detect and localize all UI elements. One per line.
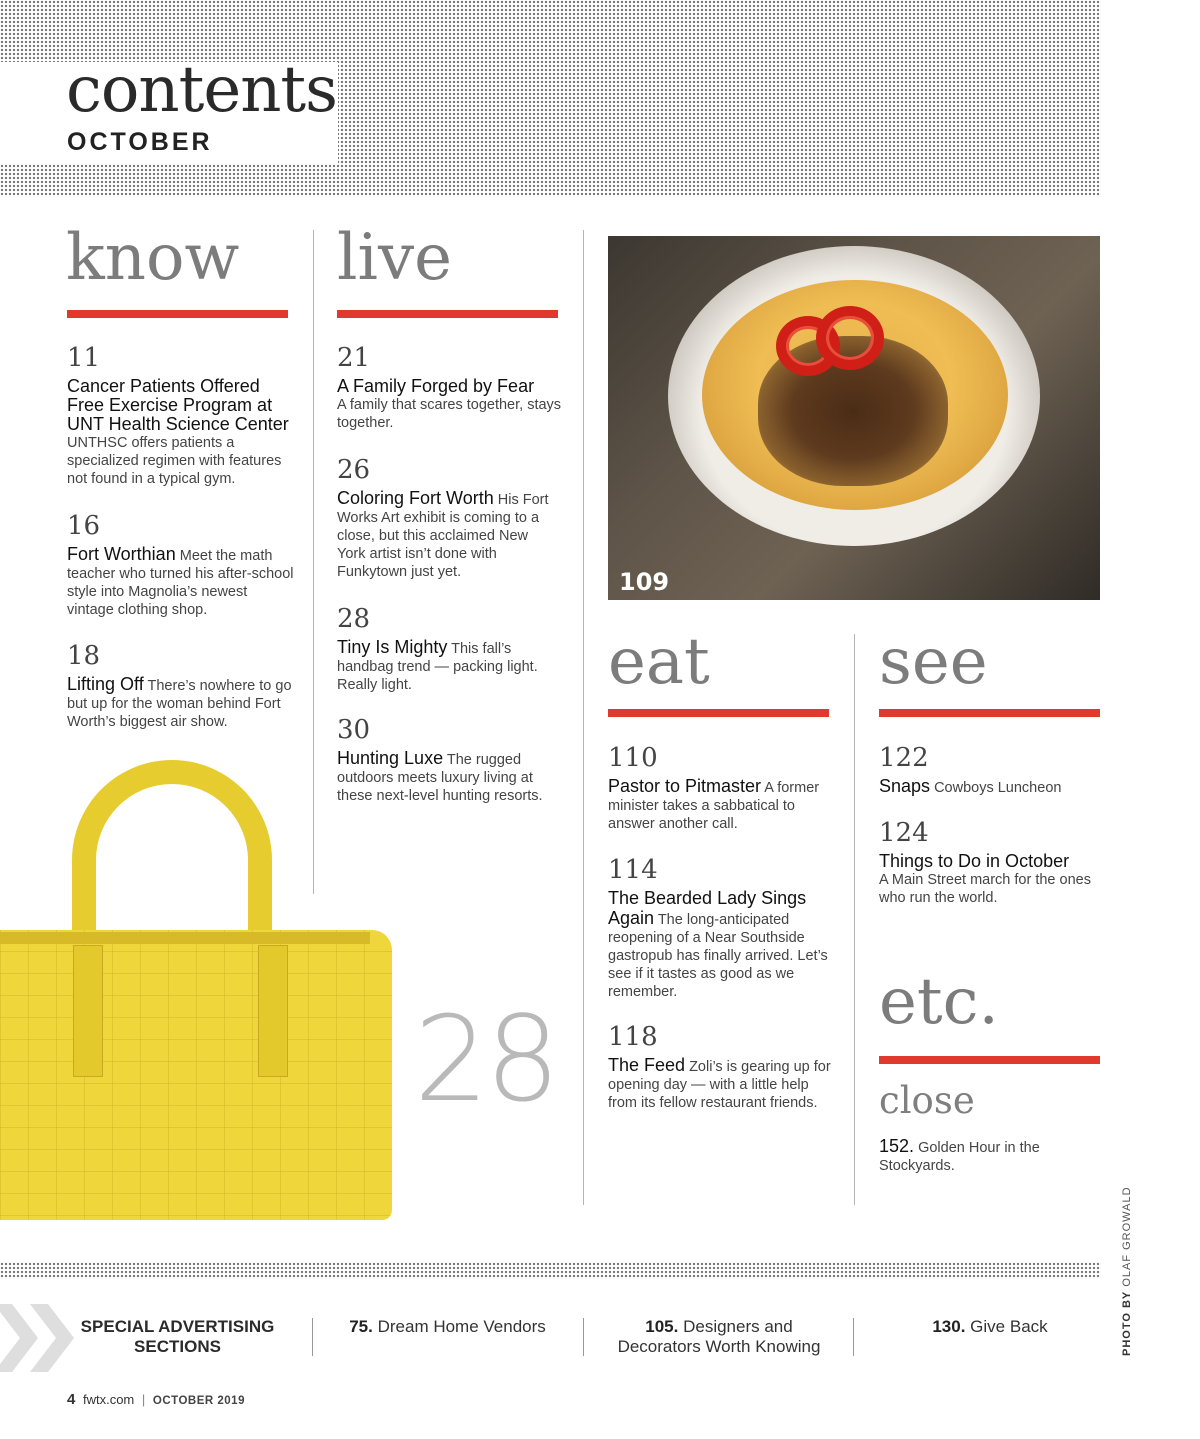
blurb: Cowboys Luncheon	[934, 780, 1062, 796]
toc-item-know-18[interactable]	[67, 643, 297, 731]
section-heading-etc: etc.	[879, 965, 999, 1039]
headline: The Bearded Lady Sings Again	[608, 888, 807, 928]
page-number: 122	[879, 743, 929, 773]
pepper-slice	[816, 306, 884, 370]
page-number: 26	[337, 455, 371, 485]
toc-item-eat-110[interactable]	[608, 745, 828, 833]
headline: Lifting Off	[67, 674, 144, 694]
footer-separator: |	[141, 1392, 146, 1407]
page-title: contents	[66, 53, 337, 127]
headline: Snaps	[879, 776, 931, 796]
ad-divider	[853, 1318, 854, 1356]
headline: Things to Do in October	[879, 851, 1070, 871]
ad-page: 105.	[645, 1317, 679, 1336]
handbag-page-label: 28	[414, 990, 557, 1128]
ad-page: 130.	[932, 1317, 966, 1336]
blurb: The long-anticipated reopening of a Near Southside gastropub has finally arrived. Let’s see if it tastes as good as we remember.	[608, 912, 828, 1000]
blurb: UNTHSC offers patients a specialized regimen with features not found in a typical gym.	[67, 435, 282, 487]
blurb: Zoli’s is gearing up for opening day — with a little help from its fellow restaurant friends.	[608, 1059, 831, 1111]
live-red-bar	[337, 310, 558, 318]
advertising-halftone-band	[0, 1262, 1101, 1279]
footer-page-number: 4	[67, 1391, 76, 1408]
handbag-zipper	[0, 932, 370, 944]
credit-name: OLAF GROWALD	[1121, 1186, 1133, 1287]
advertising-title: SPECIAL ADVERTISING SECTIONS	[80, 1317, 275, 1356]
issue-month: OCTOBER	[67, 128, 213, 156]
handbag-strap-tab	[73, 945, 103, 1077]
etc-red-bar	[879, 1056, 1100, 1064]
blurb: This fall’s handbag trend — packing light. Really light.	[337, 641, 538, 693]
see-red-bar	[879, 709, 1100, 717]
yellow-handbag-image[interactable]	[0, 930, 392, 1220]
ad-divider	[312, 1318, 313, 1356]
toc-item-close-152[interactable]	[879, 1137, 1079, 1175]
headline: The Feed	[608, 1055, 686, 1075]
blurb: His Fort Works Art exhibit is coming to a close, but this acclaimed New York artist isn’t done with Funkytown just yet.	[337, 492, 549, 580]
ad-label: Dream Home Vendors	[377, 1317, 546, 1336]
page-number: 21	[337, 343, 371, 373]
page-footer	[67, 1391, 245, 1410]
photo-credit	[1121, 1186, 1133, 1356]
eat-red-bar	[608, 709, 829, 717]
headline: Pastor to Pitmaster	[608, 776, 762, 796]
toc-item-know-11[interactable]	[67, 345, 297, 488]
know-red-bar	[67, 310, 288, 318]
ad-item-105[interactable]	[606, 1317, 832, 1357]
section-heading-see: see	[879, 625, 988, 699]
toc-item-see-124[interactable]	[879, 820, 1099, 907]
photo-page-label: 109	[619, 568, 670, 596]
toc-item-eat-118[interactable]	[608, 1024, 833, 1112]
mac-and-cheese-photo[interactable]	[608, 236, 1100, 600]
page-number: 152.	[879, 1136, 915, 1156]
column-divider	[854, 634, 855, 1205]
ad-page: 75.	[349, 1317, 373, 1336]
section-heading-eat: eat	[608, 625, 710, 699]
toc-item-live-21[interactable]	[337, 345, 567, 432]
toc-item-live-28[interactable]	[337, 606, 552, 694]
ad-label: Give Back	[970, 1317, 1048, 1336]
page-number: 28	[337, 604, 371, 634]
handbag-strap-tab	[258, 945, 288, 1077]
ad-label: Designers and Decorators Worth Knowing	[617, 1317, 821, 1356]
toc-item-live-26[interactable]	[337, 457, 552, 581]
column-divider	[313, 230, 314, 894]
page-number: 18	[67, 641, 101, 671]
blurb: Meet the math teacher who turned his after-school style into Magnolia’s newest vintage clothing shop.	[67, 548, 294, 618]
headline: Tiny Is Mighty	[337, 637, 448, 657]
blurb: Golden Hour in the Stockyards.	[879, 1140, 1040, 1174]
section-heading-know: know	[66, 221, 240, 295]
headline: Fort Worthian	[67, 544, 176, 564]
headline: A Family Forged by Fear	[337, 376, 535, 396]
column-divider	[583, 230, 584, 1205]
page-number: 30	[337, 715, 371, 745]
toc-item-see-122[interactable]	[879, 745, 1099, 797]
headline: Coloring Fort Worth	[337, 488, 494, 508]
headline: Cancer Patients Offered Free Exercise Program at UNT Health Science Center	[67, 376, 289, 434]
page-number: 124	[879, 818, 929, 848]
headline: Hunting Luxe	[337, 748, 444, 768]
ad-item-130[interactable]	[880, 1317, 1100, 1337]
page-number: 118	[608, 1022, 658, 1052]
blurb: A family that scares together, stays together.	[337, 397, 562, 431]
page-number: 110	[608, 743, 658, 773]
blurb: A former minister takes a sabbatical to answer another call.	[608, 780, 820, 832]
toc-item-eat-114[interactable]	[608, 857, 828, 1001]
footer-site[interactable]: fwtx.com	[82, 1392, 135, 1407]
toc-item-know-16[interactable]	[67, 513, 297, 619]
footer-issue: OCTOBER 2019	[152, 1395, 245, 1407]
page-number: 11	[67, 343, 101, 373]
blurb: The rugged outdoors meets luxury living at these next-level hunting resorts.	[337, 752, 543, 804]
page-number: 16	[67, 511, 101, 541]
credit-prefix: PHOTO BY	[1121, 1290, 1133, 1356]
close-heading: close	[879, 1079, 975, 1122]
blurb: A Main Street march for the ones who run the world.	[879, 872, 1091, 906]
page-number: 114	[608, 855, 658, 885]
ad-item-75[interactable]	[330, 1317, 565, 1337]
ad-divider	[583, 1318, 584, 1356]
section-heading-live: live	[337, 221, 452, 295]
blurb: There’s nowhere to go but up for the woman behind Fort Worth’s biggest air show.	[67, 678, 292, 730]
toc-item-live-30[interactable]	[337, 717, 552, 805]
